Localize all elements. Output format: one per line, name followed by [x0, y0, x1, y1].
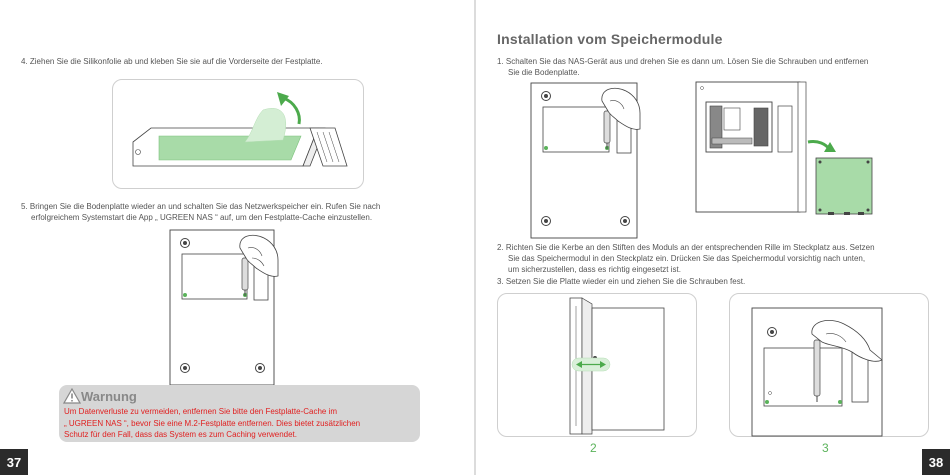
warning-triangle-icon — [63, 388, 81, 404]
warning-line1: Um Datenverluste zu vermeiden, entfernen Sie bitte den Festplatte-Cache im — [64, 407, 338, 416]
warning-line2: „ UGREEN NAS “, bevor Sie eine M.2-Festplatte entfernen. Dies bietet zusätzlichen — [64, 418, 361, 428]
step2-line3: um sicherzustellen, dass es richtig eingesetzt ist. — [508, 265, 681, 274]
step4-text: 4. Ziehen Sie die Silikonfolie ab und kleben Sie sie auf die Vorderseite der Festplatte. — [21, 57, 323, 66]
nas-plate-removed-illustration — [694, 78, 874, 218]
step1-line2: Sie die Bodenplatte. — [508, 68, 580, 77]
step5-line2: erfolgreichem Systemstart die App „ UGREEN NAS “ auf, um den Festplatte-Cache einzustellen. — [31, 213, 373, 222]
figure-module-insert — [497, 293, 697, 437]
right-page — [476, 0, 950, 475]
page-title: Installation vom Speichermodule — [497, 31, 723, 47]
figure-plate-refit — [729, 293, 929, 437]
figure-silicone-film — [112, 79, 364, 189]
warning-line3: Schutz für den Fall, dass das System es zum Caching verwendet. — [64, 430, 297, 439]
step2-line1: 2. Richten Sie die Kerbe an den Stiften des Moduls an der entsprechenden Rille im Steckplatz aus. Setzen — [497, 243, 875, 252]
ssd-film-illustration — [113, 80, 365, 190]
step2-line2: Sie das Speichermodul in den Steckplatz ein. Drücken Sie das Speichermodul vorsichtig nach unten, — [508, 254, 866, 263]
warning-box — [59, 385, 420, 442]
page-number-right: 38 — [922, 449, 950, 475]
warning-title: Warnung — [81, 389, 137, 404]
figure-3-label: 3 — [822, 441, 829, 455]
figure-2-label: 2 — [590, 441, 597, 455]
memory-module-illustration — [498, 294, 698, 438]
step5-line1: 5. Bringen Sie die Bodenplatte wieder an und schalten Sie das Netzwerkspeicher ein. Rufen Sie nach — [21, 202, 381, 211]
nas-bottom-plate-illustration — [168, 228, 280, 388]
nas-unscrew-illustration — [529, 81, 641, 241]
step1-line1: 1. Schalten Sie das NAS-Gerät aus und drehen Sie es dann um. Lösen Sie die Schrauben und entfernen — [497, 57, 869, 66]
left-page — [0, 0, 474, 475]
step3-text: 3. Setzen Sie die Platte wieder ein und ziehen Sie die Schrauben fest. — [497, 277, 746, 286]
warning-text — [64, 406, 416, 441]
nas-refit-illustration — [730, 294, 930, 438]
page-number-left: 37 — [0, 449, 28, 475]
